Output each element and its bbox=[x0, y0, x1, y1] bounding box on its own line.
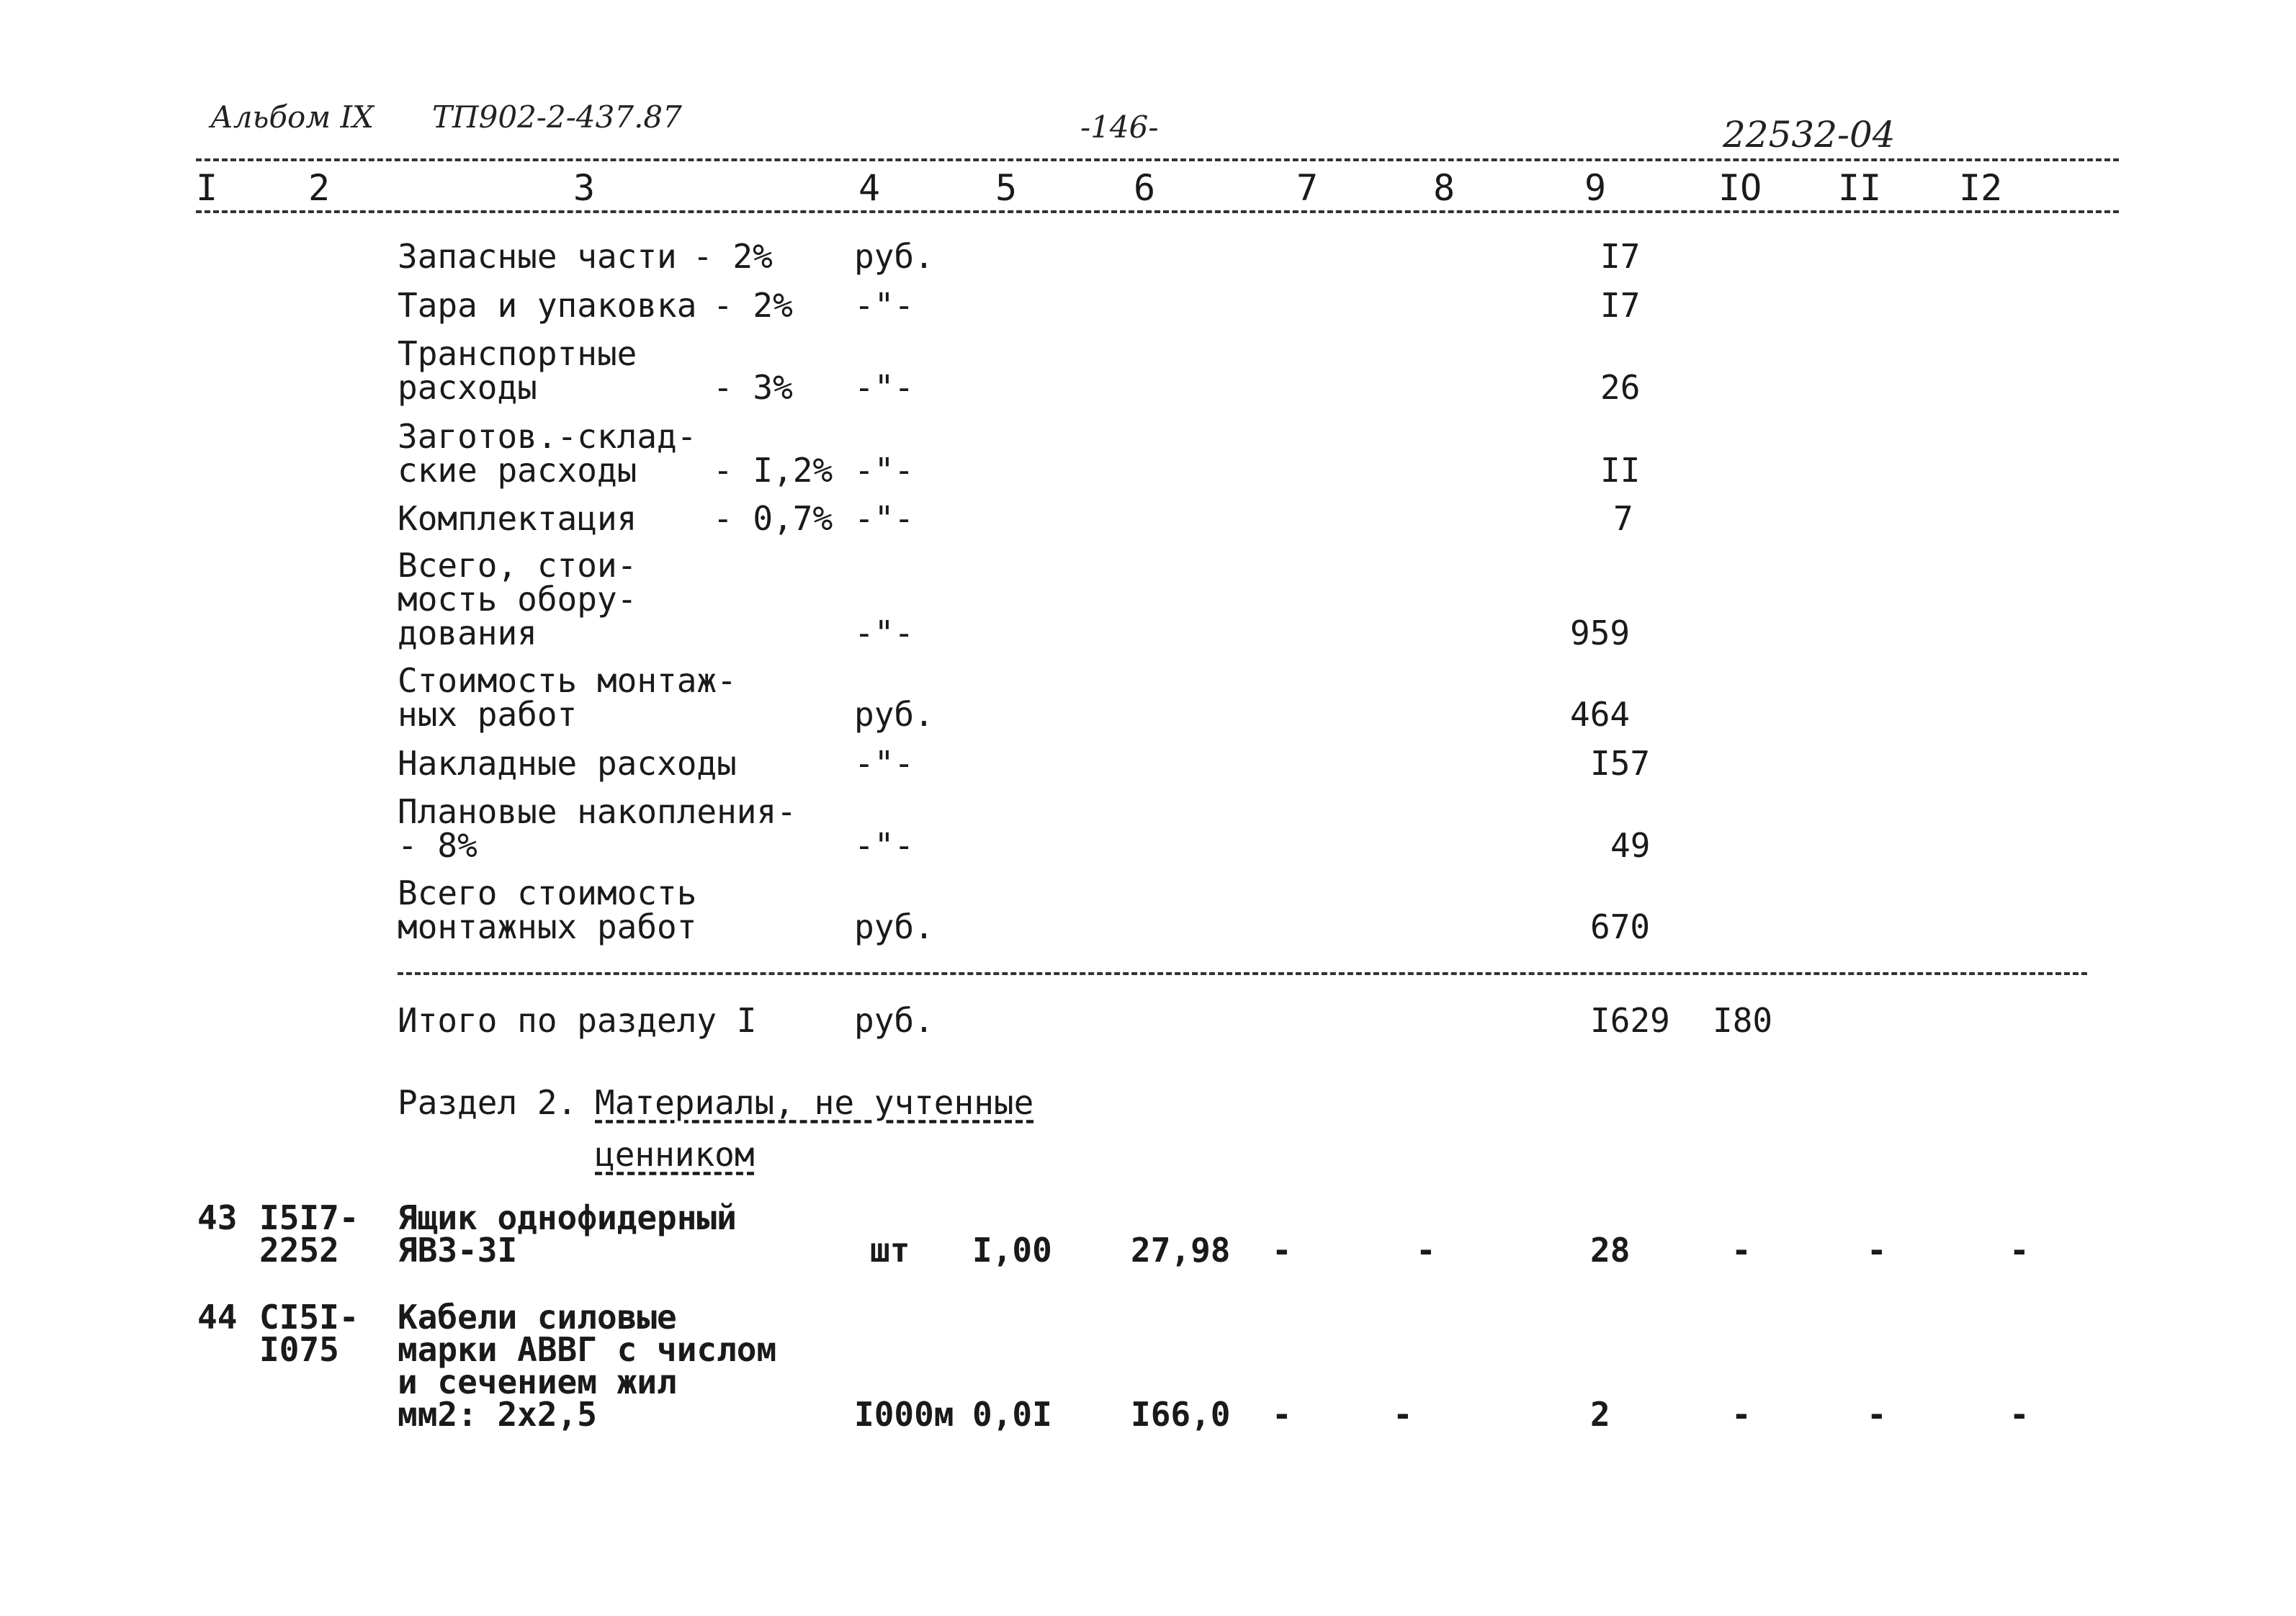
row-col9: 26 bbox=[1600, 368, 1641, 407]
item-name: и сечением жил bbox=[398, 1363, 677, 1401]
row-name: дования bbox=[398, 614, 537, 652]
column-number: IO bbox=[1718, 167, 1762, 209]
item-col8: - bbox=[1393, 1395, 1413, 1434]
item-col8: - bbox=[1416, 1231, 1436, 1270]
item-price: 27,98 bbox=[1131, 1231, 1231, 1270]
page-number: -146- bbox=[1080, 109, 1159, 145]
row-percent: - 3% bbox=[713, 368, 793, 407]
row-percent: - 2% bbox=[713, 286, 793, 325]
section-prefix: Раздел 2. bbox=[398, 1083, 578, 1122]
item-col7: - bbox=[1272, 1395, 1292, 1434]
column-number: 9 bbox=[1584, 167, 1607, 209]
row-unit: -"- bbox=[854, 744, 915, 783]
row-unit: -"- bbox=[854, 614, 915, 652]
row-unit: руб. bbox=[854, 907, 934, 946]
total-unit: руб. bbox=[854, 1001, 934, 1040]
item-code: I5I7- bbox=[259, 1198, 359, 1237]
row-col9: I7 bbox=[1600, 286, 1641, 325]
item-name: мм2: 2х2,5 bbox=[398, 1395, 597, 1434]
item-col11: - bbox=[1867, 1231, 1887, 1270]
column-number: 3 bbox=[573, 167, 596, 209]
row-percent: - I,2% bbox=[713, 451, 833, 490]
column-number: I2 bbox=[1959, 167, 2003, 209]
item-col12: - bbox=[2009, 1395, 2030, 1434]
item-col11: - bbox=[1867, 1395, 1887, 1434]
item-quantity: 0,0I bbox=[972, 1395, 1052, 1434]
row-name: расходы bbox=[398, 368, 537, 407]
column-number: 4 bbox=[858, 167, 881, 209]
document-code: 22532-04 bbox=[1723, 114, 1896, 156]
row-col9: I57 bbox=[1590, 744, 1651, 783]
item-col7: - bbox=[1272, 1231, 1292, 1270]
item-col10: - bbox=[1731, 1231, 1752, 1270]
row-name: Стоимость монтаж- bbox=[398, 661, 737, 700]
row-col9: II bbox=[1600, 451, 1641, 490]
row-unit: -"- bbox=[854, 286, 915, 325]
row-unit: -"- bbox=[854, 368, 915, 407]
column-number: 5 bbox=[995, 167, 1018, 209]
item-name: ЯВЗ-3I bbox=[398, 1231, 518, 1270]
row-name: ных работ bbox=[398, 695, 578, 734]
section-title: ценником bbox=[595, 1135, 755, 1174]
row-percent: - 0,7% bbox=[713, 499, 833, 538]
row-col9: 7 bbox=[1613, 499, 1633, 538]
item-unit: I000м bbox=[854, 1395, 954, 1434]
item-price: I66,0 bbox=[1131, 1395, 1231, 1434]
item-code: I075 bbox=[259, 1330, 339, 1369]
row-col9: I7 bbox=[1600, 237, 1641, 276]
column-number: II bbox=[1838, 167, 1882, 209]
row-col9: 959 bbox=[1570, 614, 1631, 652]
column-number: 8 bbox=[1433, 167, 1456, 209]
item-number: 44 bbox=[197, 1298, 238, 1337]
row-name: мость обору- bbox=[398, 580, 637, 619]
column-number: 6 bbox=[1134, 167, 1156, 209]
row-name: Заготов.-склад- bbox=[398, 417, 697, 456]
row-name: Всего, стои- bbox=[398, 546, 637, 585]
item-name: Ящик однофидерный bbox=[398, 1198, 737, 1237]
row-name: монтажных работ bbox=[398, 907, 697, 946]
total-label: Итого по разделу I bbox=[398, 1001, 757, 1040]
section-divider bbox=[398, 972, 2087, 975]
column-number: 7 bbox=[1296, 167, 1319, 209]
project-code: ТП902-2-437.87 bbox=[432, 99, 682, 135]
row-name: Транспортные bbox=[398, 334, 637, 373]
row-name: Запасные части bbox=[398, 237, 677, 276]
header-rule-bottom bbox=[196, 210, 2119, 213]
item-name: Кабели силовые bbox=[398, 1298, 677, 1337]
column-number: 2 bbox=[308, 167, 331, 209]
item-unit: шт bbox=[870, 1231, 910, 1270]
album-label: Альбом IX bbox=[210, 99, 375, 135]
row-col9: 49 bbox=[1610, 826, 1651, 865]
row-col9: 464 bbox=[1570, 695, 1631, 734]
column-number: I bbox=[196, 167, 218, 209]
item-col10: - bbox=[1731, 1395, 1752, 1434]
section-title: Материалы, не учтенные bbox=[595, 1083, 1034, 1122]
row-col9: 670 bbox=[1590, 907, 1651, 946]
row-name: Тара и упаковка bbox=[398, 286, 697, 325]
row-name: - 8% bbox=[398, 826, 477, 865]
total-col10: I80 bbox=[1713, 1001, 1773, 1040]
row-percent: - 2% bbox=[693, 237, 773, 276]
row-unit: -"- bbox=[854, 451, 915, 490]
item-col9: 2 bbox=[1590, 1395, 1610, 1434]
row-name: ские расходы bbox=[398, 451, 637, 490]
row-name: Всего стоимость bbox=[398, 874, 697, 912]
item-quantity: I,00 bbox=[972, 1231, 1052, 1270]
row-name: Комплектация bbox=[398, 499, 637, 538]
row-unit: руб. bbox=[854, 695, 934, 734]
row-name: Накладные расходы bbox=[398, 744, 737, 783]
row-name: Плановые накопления- bbox=[398, 792, 797, 831]
item-code: 2252 bbox=[259, 1231, 339, 1270]
row-unit: руб. bbox=[854, 237, 934, 276]
total-col9: I629 bbox=[1590, 1001, 1670, 1040]
item-col12: - bbox=[2009, 1231, 2030, 1270]
item-code: CI5I- bbox=[259, 1298, 359, 1337]
item-col9: 28 bbox=[1590, 1231, 1631, 1270]
item-name: марки АВВГ с числом bbox=[398, 1330, 777, 1369]
row-unit: -"- bbox=[854, 499, 915, 538]
item-number: 43 bbox=[197, 1198, 238, 1237]
header-rule-top bbox=[196, 158, 2119, 161]
row-unit: -"- bbox=[854, 826, 915, 865]
